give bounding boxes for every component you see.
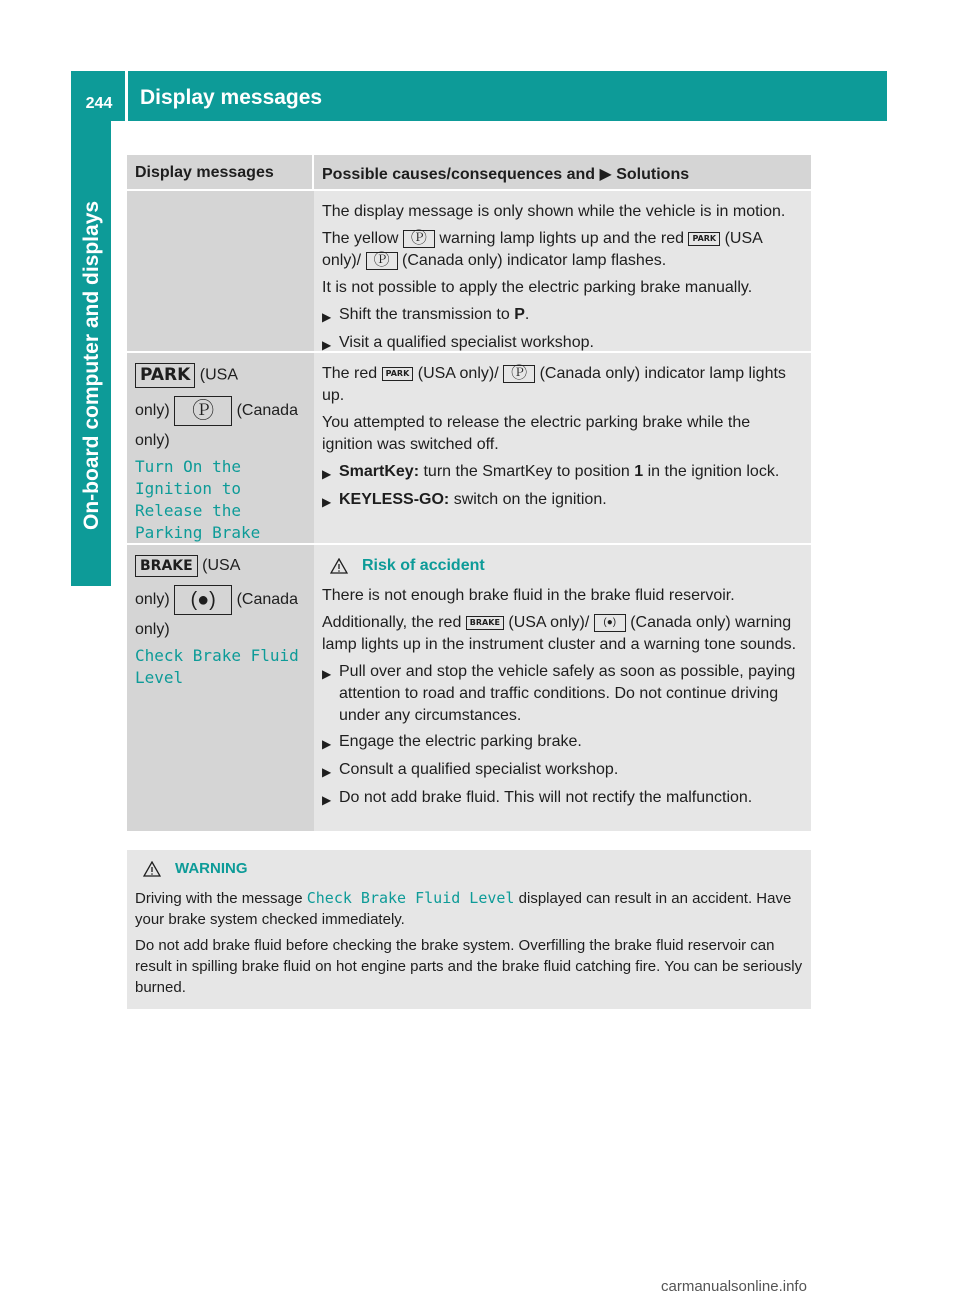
list-item: ▶ Visit a qualified specialist workshop. [322,332,803,356]
brake-warning-icon: (●) [174,585,232,615]
parking-brake-icon: Ⓟ [174,396,232,426]
park-icon: PARK [688,232,720,246]
messages-table [127,155,811,831]
parking-brake-icon: Ⓟ [403,230,435,248]
risk-heading: Risk of accident [330,555,803,577]
col-header-messages: Display messages [127,155,314,189]
message-cell: BRAKE (USA only) (●) (Canada only) Check Brake Fluid Level [127,545,314,831]
step-arrow-icon: ▶ [322,737,332,751]
brake-icon: BRAKE [135,555,198,577]
park-icon: PARK [382,367,414,381]
display-message: Turn On the Ignition to Release the Parking Brake [135,457,261,542]
list-item: ▶ Shift the transmission to P. [322,304,803,328]
header-divider [125,71,128,121]
table-row [127,189,811,351]
parking-brake-icon: Ⓟ [503,365,535,383]
message-cell: PARK (USA only) Ⓟ (Canada only) Turn On the Ignition to Release the Parking Brake [127,353,314,543]
list-item: ▶ Do not add brake fluid. This will not rectify the malfunction. [322,787,803,811]
step-arrow-icon: ▶ [322,793,332,807]
brake-icon: BRAKE [466,616,504,630]
display-message: Check Brake Fluid Level [135,646,299,688]
table-row [127,351,811,543]
list-item: ▶ SmartKey: turn the SmartKey to position 1 in the ignition lock. [322,461,803,485]
warning-box: WARNING Driving with the message Check Brake Fluid Level displayed can result in an accident. Have your brake system checked immediately. Do not add brake fluid before checking the brake system. Overfilling the brake fluid reservoir can result in spilling brake fluid on hot engine parts and the brake fluid catching fire. You can be seriously burned. [127,850,811,1009]
step-arrow-icon: ▶ [322,765,332,779]
solution-cell: The red PARK (USA only)/ Ⓟ (Canada only) indicator lamp lights up. You attempted to release the electric parking brake while the ignition was switched off. ▶ SmartKey: turn the SmartKey to position 1 in the ignition lock. ▶ KEYLESS-GO: switch on the ignition. [314,353,811,543]
col-header-solutions: Possible causes/consequences and ▶ Solutions [322,166,690,183]
list-item: ▶ KEYLESS-GO: switch on the ignition. [322,489,803,513]
solution-cell: The display message is only shown while the vehicle is in motion. The yellow Ⓟ warning lamp lights up and the red PARK (USA only)/ Ⓟ (Canada only) indicator lamp flashes. It is not possible to apply the electric parking brake manually. ▶ Shift the transmission to P. ▶ Visit a qualified specialist workshop. [314,191,811,351]
step-arrow-icon: ▶ [322,467,332,481]
parking-brake-icon: Ⓟ [366,252,398,270]
side-tab-label: On-board computer and displays [80,200,103,530]
page-number: 244 [85,95,113,112]
watermark: carmanualsonline.info [661,1278,807,1295]
solution-cell: Risk of accident There is not enough brake fluid in the brake fluid reservoir. Additionally, the red BRAKE (USA only)/ (●) (Canada only) warning lamp lights up in the instrument cluster and a warning tone sounds. ▶ Pull over and stop the vehicle safely as soon as possible, paying attention to road and traffic conditions. Do not continue driving under any circumstances. ▶ Engage the electric parking brake. ▶ Consult a qualified specialist workshop. ▶ Do not add brake fluid. This will not rectify the malfunction. [314,545,811,831]
warning-triangle-icon [330,558,348,574]
step-arrow-icon: ▶ [322,495,332,509]
display-message: Check Brake Fluid Level [306,889,515,907]
page-title: Display messages [140,86,323,109]
list-item: ▶ Consult a qualified specialist workshop. [322,759,803,783]
warning-heading: WARNING [143,858,803,879]
arrow-icon: ▶ [599,166,612,183]
step-arrow-icon: ▶ [322,667,332,681]
park-icon: PARK [135,363,195,388]
step-arrow-icon: ▶ [322,338,332,352]
message-cell [127,191,314,351]
list-item: ▶ Engage the electric parking brake. [322,731,803,755]
warning-triangle-icon [143,861,161,877]
list-item: ▶ Pull over and stop the vehicle safely as soon as possible, paying attention to road and traffic conditions. Do not continue driving under any circumstances. [322,661,803,727]
step-arrow-icon: ▶ [322,310,332,324]
table-header [127,155,811,189]
brake-warning-icon: (●) [594,614,626,632]
table-row [127,543,811,831]
